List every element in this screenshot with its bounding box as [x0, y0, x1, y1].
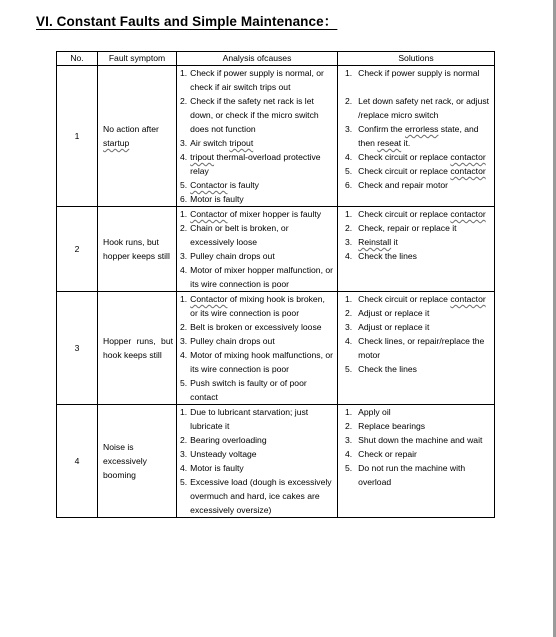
analysis-cell [177, 207, 338, 292]
fault-symptom: Hook runs, but hopper keeps still [98, 207, 177, 292]
solution-item: 2. Adjust or replace it [345, 308, 430, 318]
analysis-item: 4. tripout thermal-overload protective relay [180, 152, 321, 176]
analysis-item: 2. Bearing overloading [180, 435, 267, 445]
analysis-item: 3. Pulley chain drops out [180, 336, 275, 346]
analysis-item: 5. Push switch is faulty or of poor contact [180, 378, 307, 402]
solution-item: 4. Check the lines [345, 251, 417, 261]
fault-symptom: Hopper runs, but hook keeps still [98, 292, 177, 405]
fault-number: 3 [57, 292, 98, 405]
header-solutions: Solutions [338, 52, 495, 66]
fault-number: 4 [57, 405, 98, 518]
analysis-item: 4. Motor of mixing hook malfunctions, or its wire connection is poor [180, 350, 333, 374]
analysis-item: 4. Motor of mixer hopper malfunction, or its wire connection is poor [180, 265, 333, 289]
solution-item: 3. Reinstall it [345, 237, 398, 247]
solution-item: 5. Check the lines [345, 364, 417, 374]
analysis-item: 4. Motor is faulty [180, 463, 244, 473]
faults-table [56, 51, 495, 518]
analysis-item: 5. Contactor is faulty [180, 180, 259, 190]
solution-item: 4. Check or repair [345, 449, 417, 459]
solution-item: 2. Replace bearings [345, 421, 426, 431]
solution-item: 1. Check if power supply is normal [345, 68, 480, 78]
fault-number: 2 [57, 207, 98, 292]
header-analysis: Analysis ofcauses [177, 52, 338, 66]
solution-spacer [341, 80, 491, 94]
analysis-item: 3. Unsteady voltage [180, 449, 257, 459]
solutions-cell [338, 405, 495, 518]
table-row [57, 207, 495, 292]
solution-item: 3. Shut down the machine and wait [345, 435, 483, 445]
solution-item: 5. Check circuit or replace contactor [345, 166, 486, 176]
table-row [57, 292, 495, 405]
analysis-item: 1. Contactor of mixer hopper is faulty [180, 209, 322, 219]
analysis-item: 2. Belt is broken or excessively loose [180, 322, 322, 332]
analysis-item: 1. Due to lubricant starvation; just lubricate it [180, 407, 309, 431]
solutions-cell [338, 66, 495, 207]
table-row [57, 66, 495, 207]
solution-item: 2. Let down safety net rack, or adjust /replace micro switch [345, 96, 490, 120]
analysis-item: 3. Air switch tripout [180, 138, 254, 148]
solution-item: 2. Check, repair or replace it [345, 223, 457, 233]
solution-item: 5. Do not run the machine with overload [345, 463, 466, 487]
header-no: No. [57, 52, 98, 66]
solution-item: 1. Check circuit or replace contactor [345, 209, 486, 219]
solution-item: 3. Confirm the errorless state, and then reseat it. [345, 124, 479, 148]
section-title: VI. Constant Faults and Simple Maintenance： [36, 14, 338, 29]
solution-item: 4. Check lines, or repair/replace the motor [345, 336, 485, 360]
analysis-cell [177, 66, 338, 207]
analysis-item: 1. Contactor of mixing hook is broken, or its wire connection is poor [180, 294, 325, 318]
solution-item: 6. Check and repair motor [345, 180, 448, 190]
fault-symptom: No action after startup [98, 66, 177, 207]
solutions-cell [338, 207, 495, 292]
analysis-item: 3. Pulley chain drops out [180, 251, 275, 261]
analysis-cell [177, 292, 338, 405]
solution-item: 3. Adjust or replace it [345, 322, 430, 332]
analysis-item: 2. Chain or belt is broken, or excessively loose [180, 223, 289, 247]
analysis-item: 6. Motor is faulty [180, 194, 244, 204]
header-row [57, 52, 495, 66]
fault-number: 1 [57, 66, 98, 207]
solution-item: 1. Apply oil [345, 407, 391, 417]
analysis-item: 2. Check if the safety net rack is let down, or check if the micro switch does not function [180, 96, 319, 134]
solutions-cell [338, 292, 495, 405]
solution-item: 4. Check circuit or replace contactor [345, 152, 486, 162]
analysis-cell [177, 405, 338, 518]
solution-item: 1. Check circuit or replace contactor [345, 294, 486, 304]
table-row [57, 405, 495, 518]
fault-symptom: Noise is excessively booming [98, 405, 177, 518]
header-symptom: Fault symptom [98, 52, 177, 66]
analysis-item: 5. Excessive load (dough is excessively overmuch and hard, ice cakes are excessively oversize) [180, 477, 332, 515]
analysis-item: 1. Check if power supply is normal, or check if air switch trips out [180, 68, 324, 92]
